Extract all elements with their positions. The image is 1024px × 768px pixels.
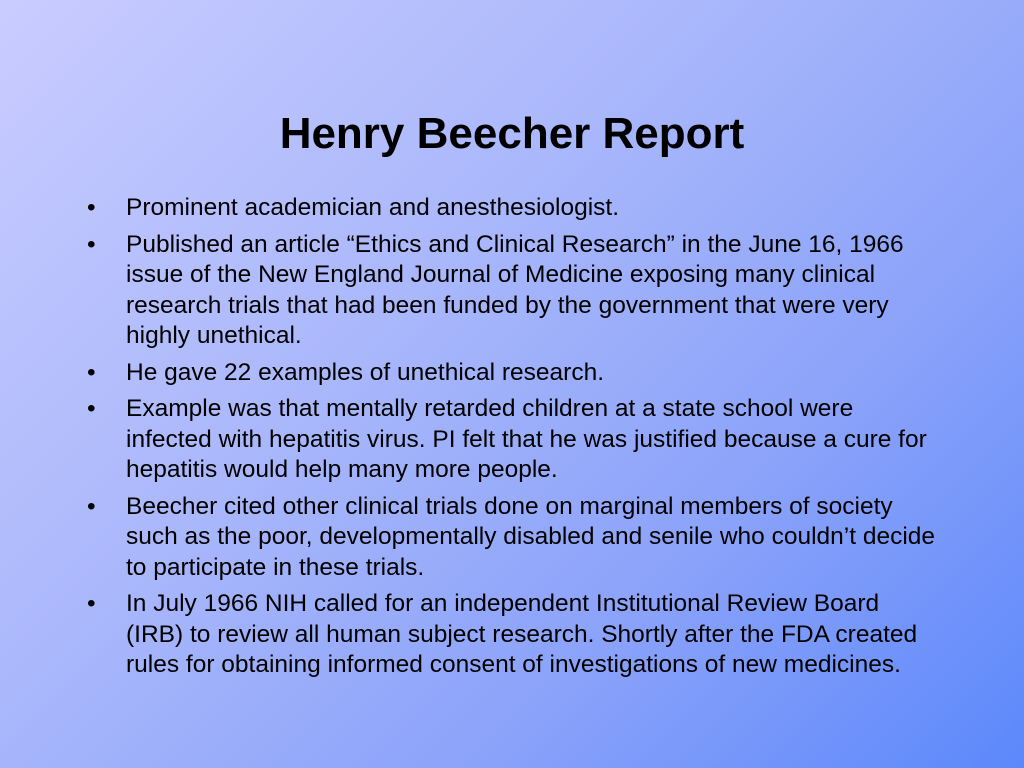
bullet-item	[87, 230, 937, 352]
bullet-item	[87, 589, 937, 681]
bullet-text: Beecher cited other clinical trials done on marginal members of society such as the poor, developmentally disabled and senile who couldn’t decide to participate in these trials.	[126, 492, 936, 581]
bullet-text: He gave 22 examples of unethical research.	[126, 358, 605, 386]
bullet-icon: •	[87, 358, 96, 386]
bullet-icon: •	[87, 230, 96, 258]
bullet-icon: •	[87, 194, 96, 221]
bullet-icon: •	[87, 492, 96, 520]
bullet-list	[87, 193, 937, 687]
slide-title: Henry Beecher Report	[279, 109, 745, 158]
bullet-icon: •	[87, 590, 96, 617]
bullet-text: Published an article “Ethics and Clinical Research” in the June 16, 1966 issue of the New England Journal of Medicine exposing many clinical research trials that had been funded by the government that were very highly unethical.	[126, 230, 904, 349]
bullet-item	[87, 358, 937, 389]
bullet-item	[87, 394, 937, 486]
bullet-item	[87, 193, 937, 224]
bullet-icon: •	[87, 395, 96, 422]
bullet-text: In July 1966 NIH called for an independent Institutional Review Board (IRB) to review all human subject research. Shortly after the FDA created rules for obtaining informed consent of investigations of new medicines.	[126, 590, 918, 678]
bullet-text: Prominent academician and anesthesiologist.	[126, 194, 620, 221]
bullet-item	[87, 492, 937, 584]
bullet-text: Example was that mentally retarded children at a state school were infected with hepatitis virus. PI felt that he was justified because a cure for hepatitis would help many more people.	[126, 395, 927, 483]
